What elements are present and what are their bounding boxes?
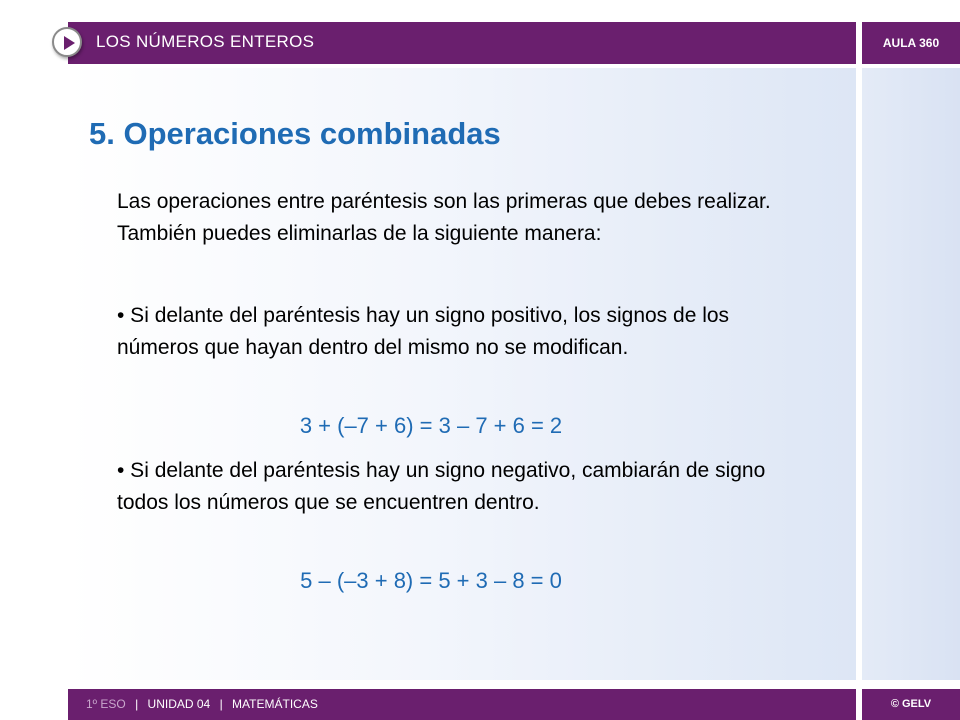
bullet-negative: • Si delante del paréntesis hay un signo negativo, cambiarán de signo todos los números que se encuentren dentro. (117, 459, 766, 514)
footer-separator: | (219, 697, 223, 711)
footer-unit: UNIDAD 04 (147, 697, 211, 711)
bullet-positive: • Si delante del paréntesis hay un signo positivo, los signos de los números que hayan dentro del mismo no se modifican. (117, 304, 730, 359)
side-strip (862, 68, 960, 680)
footer-breadcrumb (86, 697, 318, 711)
example-positive: 3 + (–7 + 6) = 3 – 7 + 6 = 2 (299, 413, 563, 438)
play-button[interactable] (52, 27, 82, 57)
footer-course: 1º ESO (86, 697, 126, 711)
footer-subject: MATEMÁTICAS (232, 697, 318, 711)
section-title: LOS NÚMEROS ENTEROS (96, 32, 315, 51)
footer-separator: | (135, 697, 139, 711)
intro-paragraph: Las operaciones entre paréntesis son las primeras que debes realizar. También puedes eliminarlas de la siguiente manera: (117, 190, 771, 245)
example-negative: 5 – (–3 + 8) = 5 + 3 – 8 = 0 (300, 568, 562, 593)
brand-label: AULA 360 (882, 36, 940, 50)
play-icon (64, 36, 75, 50)
copyright-label: © GELV (890, 698, 932, 710)
page-title: 5. Operaciones combinadas (89, 116, 501, 151)
